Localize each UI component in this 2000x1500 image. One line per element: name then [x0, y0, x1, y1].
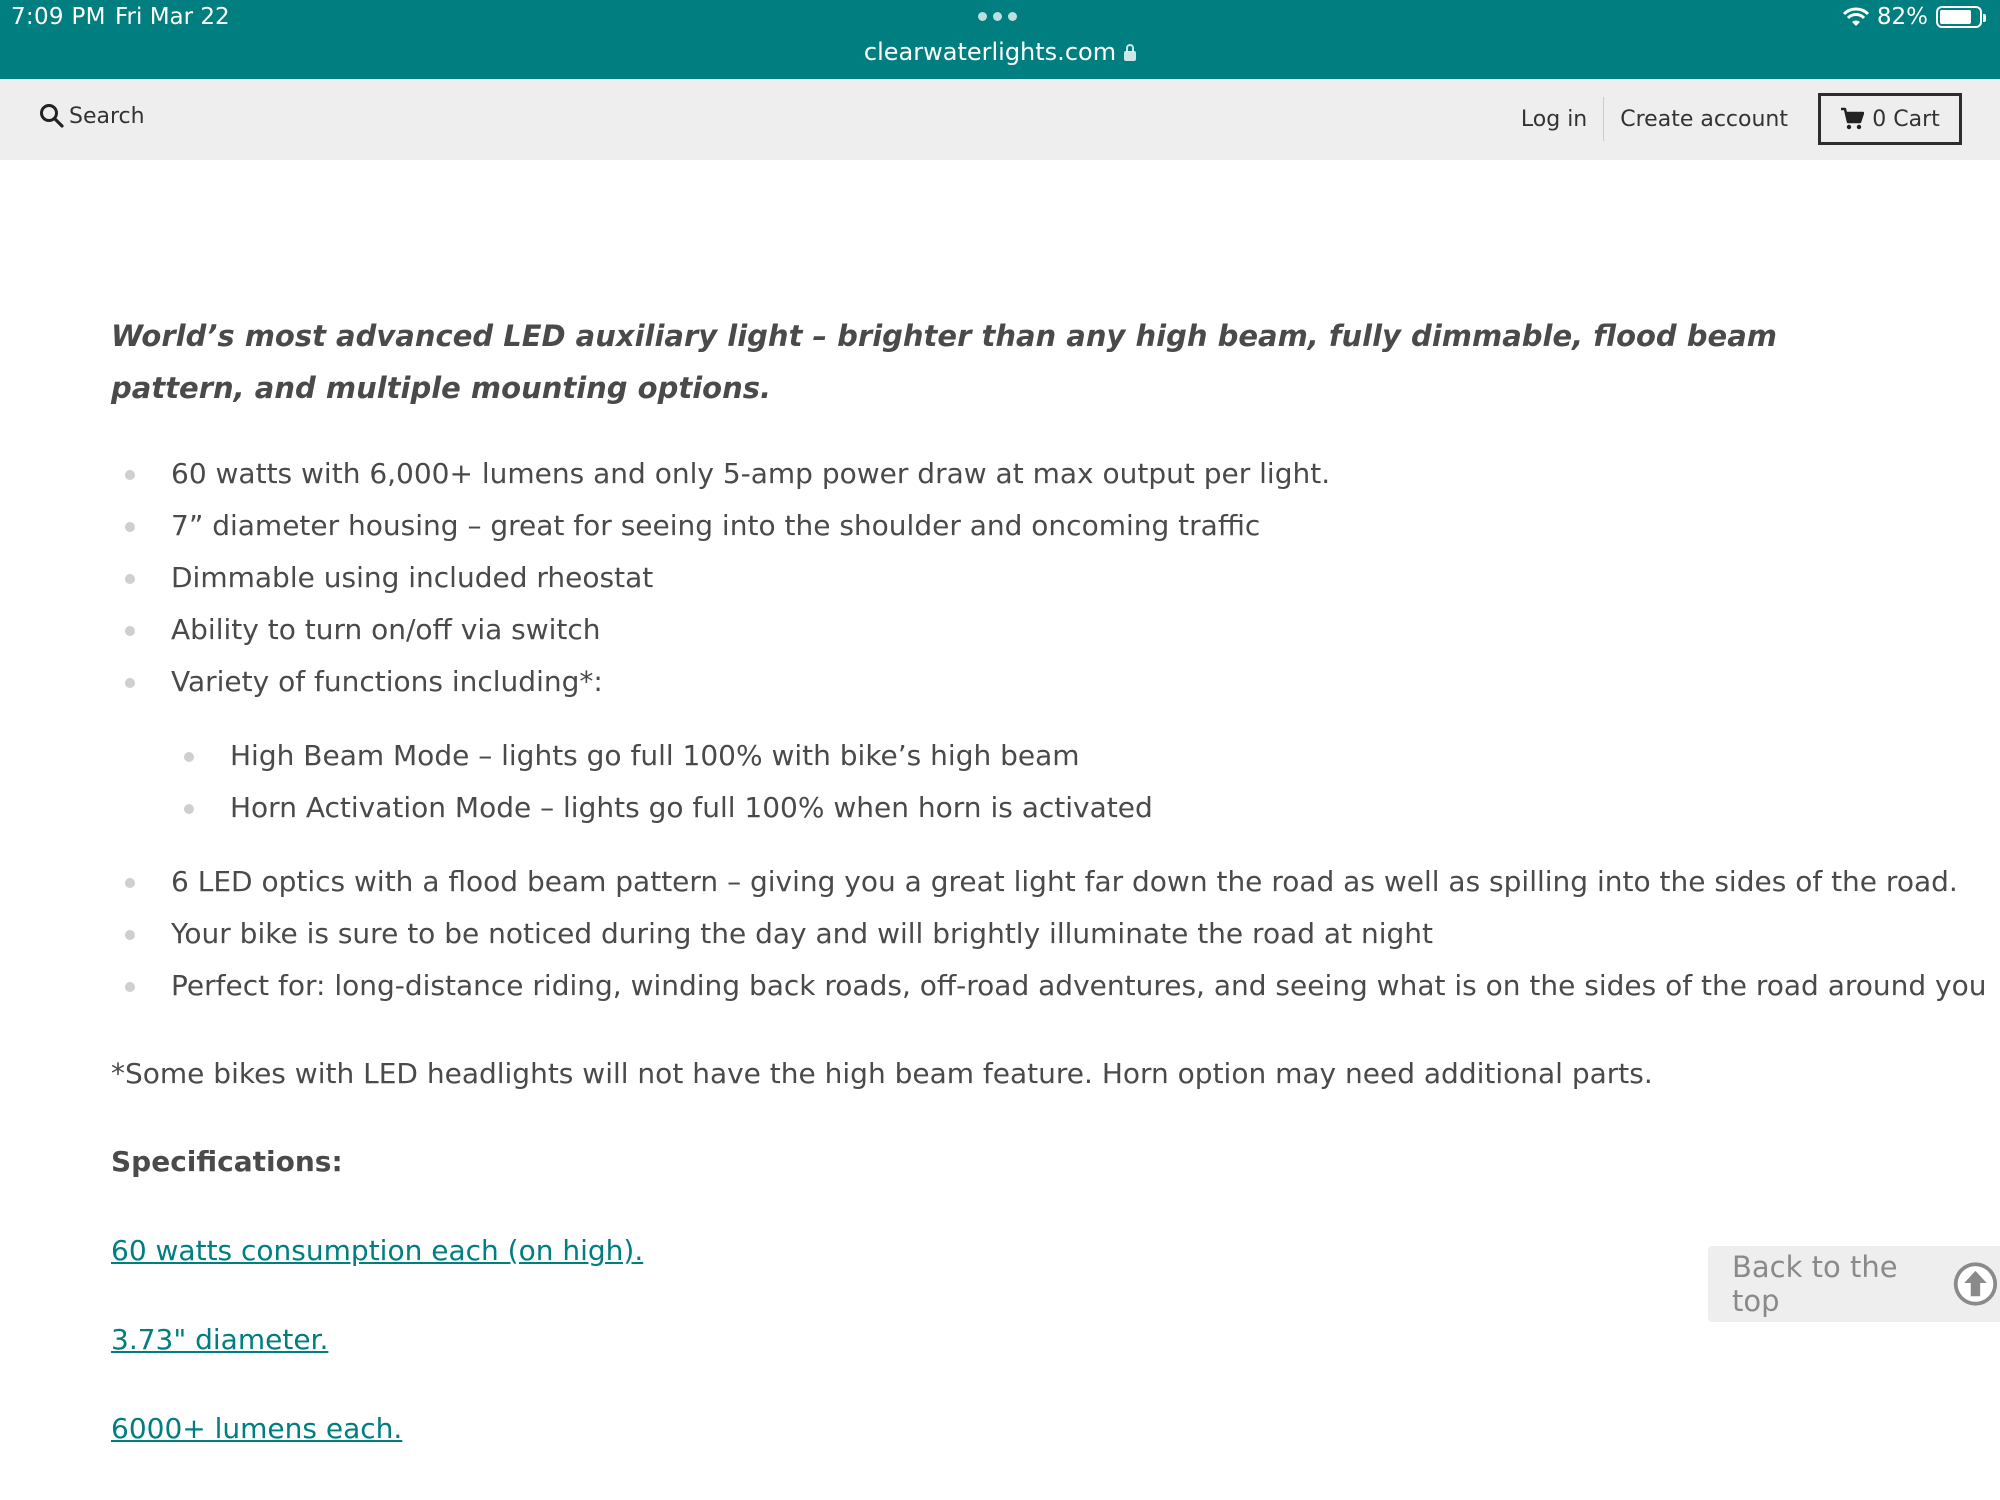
list-item: 6 LED optics with a flood beam pattern – giving you a great light far down the road as well as spilling into the sides of the road. — [111, 856, 1901, 908]
cart-button[interactable] — [1818, 93, 1962, 145]
list-item: Your bike is sure to be noticed during the day and will brightly illuminate the road at night — [111, 908, 1901, 960]
specifications-heading: Specifications: — [111, 1145, 343, 1178]
status-date: Fri Mar 22 — [115, 4, 230, 30]
list-item: Dimmable using included rheostat — [111, 552, 1901, 604]
spec-link-diameter[interactable]: 3.73" diameter. — [111, 1323, 329, 1356]
list-item: Variety of functions including*: — [111, 656, 1901, 708]
cart-label: 0 Cart — [1872, 106, 1940, 132]
login-link[interactable]: Log in — [1520, 106, 1588, 132]
site-header — [0, 79, 2000, 160]
cart-icon — [1840, 107, 1864, 131]
feature-list-continued — [111, 856, 1987, 1012]
search-button[interactable] — [39, 103, 145, 129]
wifi-icon — [1843, 7, 1869, 27]
address-bar[interactable] — [0, 38, 2000, 66]
battery-percent: 82% — [1876, 4, 1928, 30]
list-item: Perfect for: long-distance riding, winding back roads, off-road adventures, and seeing what is on the sides of the road around you — [111, 960, 1901, 1012]
list-item: 7” diameter housing – great for seeing into the shoulder and oncoming traffic — [111, 500, 1901, 552]
status-bar — [0, 0, 2000, 79]
status-time: 7:09 PM — [11, 4, 106, 30]
list-item: Horn Activation Mode – lights go full 100% when horn is activated — [111, 782, 1901, 834]
list-item: Ability to turn on/off via switch — [111, 604, 1901, 656]
battery-icon — [1936, 6, 1982, 28]
arrow-up-circle-icon — [1951, 1258, 2000, 1310]
multitasking-dots-icon[interactable] — [978, 12, 1017, 21]
back-to-top-label: Back to the top — [1732, 1250, 1898, 1318]
intro-text: World’s most advanced LED auxiliary light – brighter than any high beam, fully dimmable, flood beam pattern, and multiple mounting options. — [111, 319, 1777, 405]
list-item: 60 watts with 6,000+ lumens and only 5-amp power draw at max output per light. — [111, 448, 1901, 500]
lock-icon — [1124, 51, 1136, 61]
feature-list — [111, 448, 1901, 708]
create-account-link[interactable]: Create account — [1620, 106, 1788, 132]
status-indicators — [1843, 4, 1982, 30]
footnote-text: *Some bikes with LED headlights will not have the high beam feature. Horn option may need additional parts. — [111, 1057, 1653, 1090]
back-to-top-button[interactable] — [1708, 1246, 2000, 1322]
list-item: High Beam Mode – lights go full 100% with bike’s high beam — [111, 730, 1901, 782]
product-description — [111, 310, 1987, 1455]
spec-link-watts[interactable]: 60 watts consumption each (on high). — [111, 1234, 644, 1267]
url-text: clearwaterlights.com — [863, 38, 1117, 66]
function-sub-list — [111, 730, 1901, 834]
spec-link-lumens[interactable]: 6000+ lumens each. — [111, 1412, 403, 1445]
search-icon — [39, 103, 65, 129]
account-nav — [1505, 93, 1962, 145]
search-label: Search — [69, 103, 145, 129]
